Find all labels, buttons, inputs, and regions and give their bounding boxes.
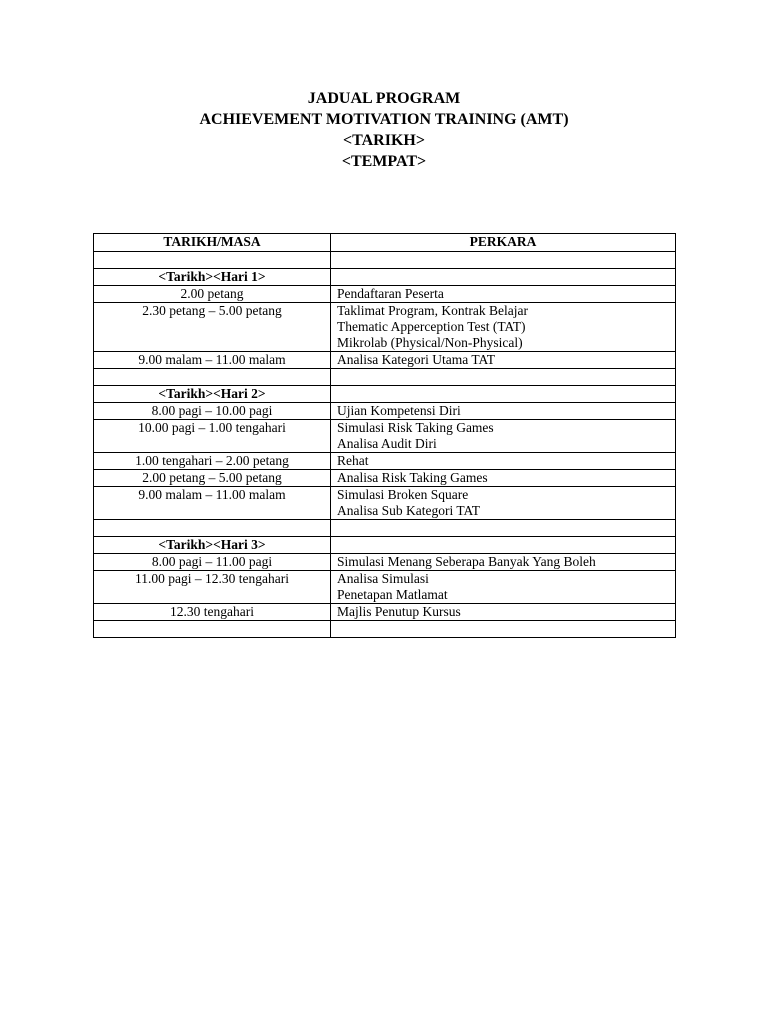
activity-cell	[331, 453, 676, 470]
table-row	[94, 453, 676, 470]
day-header-row	[94, 269, 676, 286]
empty-cell	[331, 269, 676, 286]
activity-item: Simulasi Broken Square	[337, 487, 469, 502]
time-cell: 8.00 pagi – 10.00 pagi	[94, 403, 331, 420]
day-label: <Tarikh><Hari 3>	[94, 537, 331, 554]
table-row	[94, 571, 676, 604]
activity-item: Analisa Simulasi	[337, 571, 429, 586]
activity-item: Pendaftaran Peserta	[337, 286, 444, 301]
schedule-body	[94, 252, 676, 638]
time-cell: 2.00 petang – 5.00 petang	[94, 470, 331, 487]
day-header-row	[94, 537, 676, 554]
table-row	[94, 286, 676, 303]
document-heading	[0, 88, 768, 172]
blank-row	[94, 621, 676, 638]
time-cell: 2.00 petang	[94, 286, 331, 303]
heading-date-placeholder: <TARIKH>	[343, 132, 425, 149]
blank-row	[94, 520, 676, 537]
activity-item: Simulasi Risk Taking Games	[337, 420, 494, 435]
activity-item: Penetapan Matlamat	[337, 587, 448, 602]
table-header-row	[94, 234, 676, 252]
empty-cell	[331, 369, 676, 386]
table-row	[94, 420, 676, 453]
table-row	[94, 554, 676, 571]
heading-title: JADUAL PROGRAM	[307, 90, 461, 107]
activity-item: Rehat	[337, 453, 369, 468]
empty-cell	[331, 537, 676, 554]
table-row	[94, 352, 676, 369]
activity-item: Analisa Risk Taking Games	[337, 470, 488, 485]
activity-cell	[331, 286, 676, 303]
activity-cell	[331, 470, 676, 487]
activity-item: Thematic Apperception Test (TAT)	[337, 319, 526, 334]
time-cell: 8.00 pagi – 11.00 pagi	[94, 554, 331, 571]
time-cell: 10.00 pagi – 1.00 tengahari	[94, 420, 331, 453]
column-header-activity: PERKARA	[331, 234, 676, 252]
blank-row	[94, 369, 676, 386]
activity-cell	[331, 303, 676, 352]
empty-cell	[331, 252, 676, 269]
activity-cell	[331, 571, 676, 604]
activity-cell	[331, 604, 676, 621]
table-row	[94, 470, 676, 487]
time-cell: 1.00 tengahari – 2.00 petang	[94, 453, 331, 470]
time-cell: 9.00 malam – 11.00 malam	[94, 352, 331, 369]
table-row	[94, 303, 676, 352]
activity-item: Analisa Kategori Utama TAT	[337, 352, 495, 367]
activity-item: Majlis Penutup Kursus	[337, 604, 461, 619]
time-cell: 9.00 malam – 11.00 malam	[94, 487, 331, 520]
time-cell: 11.00 pagi – 12.30 tengahari	[94, 571, 331, 604]
empty-cell	[331, 621, 676, 638]
activity-cell	[331, 554, 676, 571]
table-row	[94, 487, 676, 520]
activity-cell	[331, 420, 676, 453]
activity-cell	[331, 487, 676, 520]
blank-row	[94, 252, 676, 269]
activity-item: Simulasi Menang Seberapa Banyak Yang Boleh	[337, 554, 596, 569]
empty-cell	[331, 386, 676, 403]
activity-item: Analisa Sub Kategori TAT	[337, 503, 481, 518]
activity-item: Analisa Audit Diri	[337, 436, 437, 451]
day-label: <Tarikh><Hari 2>	[94, 386, 331, 403]
activity-cell	[331, 352, 676, 369]
heading-venue-placeholder: <TEMPAT>	[341, 153, 427, 170]
empty-cell	[331, 520, 676, 537]
activity-cell	[331, 403, 676, 420]
day-label: <Tarikh><Hari 1>	[94, 269, 331, 286]
day-header-row	[94, 386, 676, 403]
empty-cell	[94, 520, 331, 537]
table-row	[94, 403, 676, 420]
table-row	[94, 604, 676, 621]
time-cell: 2.30 petang – 5.00 petang	[94, 303, 331, 352]
empty-cell	[94, 252, 331, 269]
column-header-time: TARIKH/MASA	[94, 234, 331, 252]
time-cell: 12.30 tengahari	[94, 604, 331, 621]
activity-item: Taklimat Program, Kontrak Belajar	[337, 303, 528, 318]
activity-item: Ujian Kompetensi Diri	[337, 403, 461, 418]
empty-cell	[94, 369, 331, 386]
activity-item: Mikrolab (Physical/Non-Physical)	[337, 335, 523, 350]
heading-program-name: ACHIEVEMENT MOTIVATION TRAINING (AMT)	[199, 111, 569, 128]
schedule-table	[93, 233, 676, 638]
empty-cell	[94, 621, 331, 638]
